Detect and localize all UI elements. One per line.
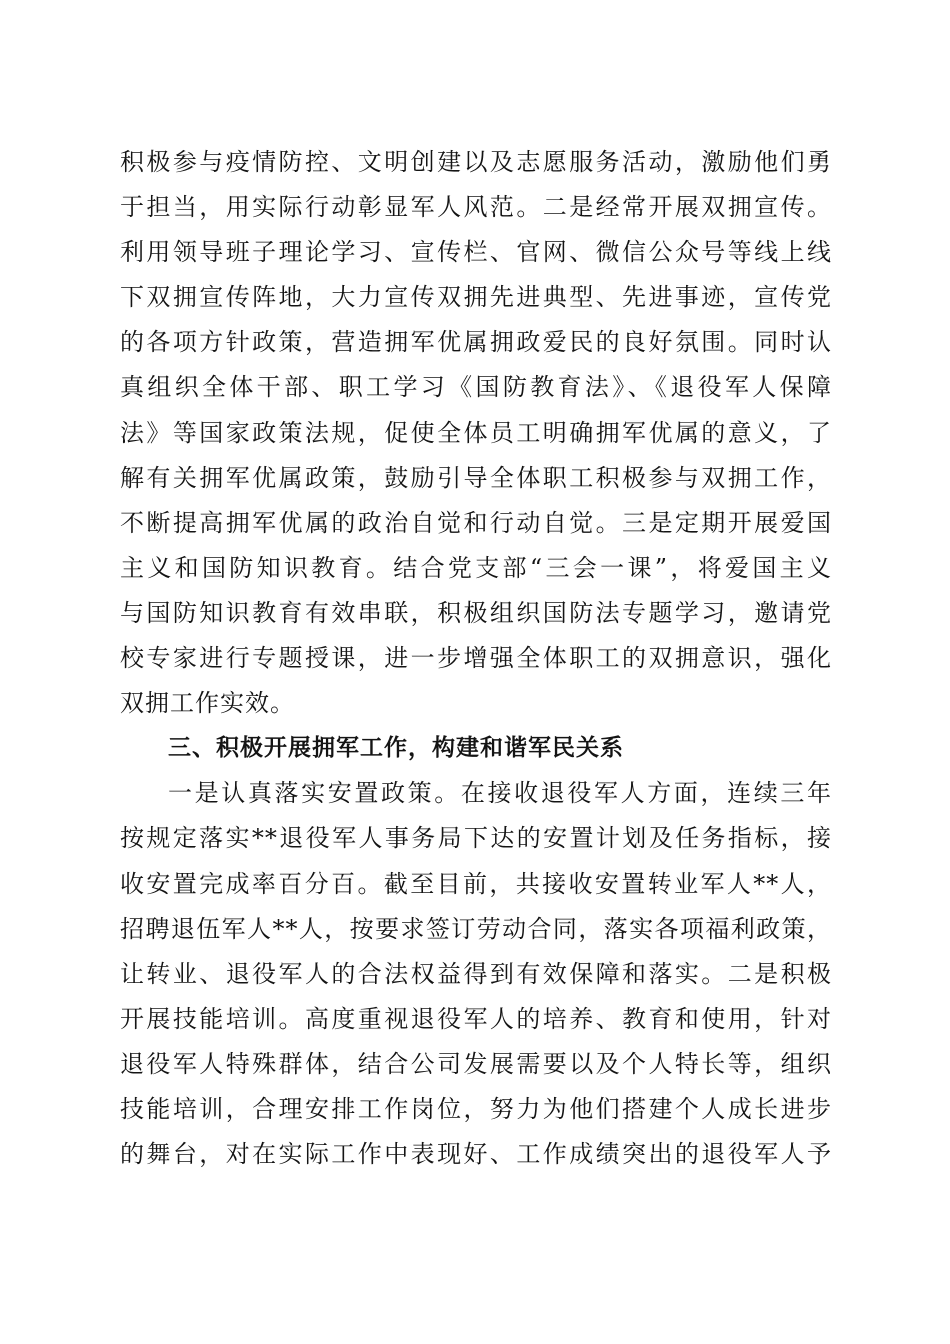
text-line: 一是认真落实安置政策。在接收退役军人方面，连续三年: [168, 779, 832, 808]
section-heading: 三、积极开展拥军工作，构建和谐军民关系: [168, 735, 624, 762]
text-line: 开展技能培训。高度重视退役军人的培养、教育和使用，针对: [120, 1004, 832, 1033]
text-line: 主义和国防知识教育。结合党支部“三会一课”，将爱国主义: [120, 553, 832, 582]
text-line: 真组织全体干部、职工学习《国防教育法》、《退役军人保障: [120, 373, 832, 402]
text-line: 解有关拥军优属政策，鼓励引导全体职工积极参与双拥工作，: [120, 463, 832, 492]
text-line: 收安置完成率百分百。截至目前，共接收安置转业军人**人，: [120, 869, 832, 898]
text-line: 让转业、退役军人的合法权益得到有效保障和落实。二是积极: [120, 959, 832, 988]
text-line: 的各项方针政策，营造拥军优属拥政爱民的良好氛围。同时认: [120, 328, 832, 357]
paragraph-2: [120, 771, 832, 1177]
text-line: 的舞台，对在实际工作中表现好、工作成绩突出的退役军人予: [120, 1140, 832, 1169]
text-line: 利用领导班子理论学习、宣传栏、官网、微信公众号等线上线: [120, 238, 832, 267]
text-line: 双拥工作实效。: [120, 689, 295, 718]
text-line: 与国防知识教育有效串联，积极组织国防法专题学习，邀请党: [120, 598, 832, 627]
text-line: 不断提高拥军优属的政治自觉和行动自觉。三是定期开展爱国: [120, 508, 832, 537]
text-line: 校专家进行专题授课，进一步增强全体职工的双拥意识，强化: [120, 644, 832, 673]
text-line: 退役军人特殊群体，结合公司发展需要以及个人特长等，组织: [120, 1049, 832, 1078]
text-line: 法》等国家政策法规，促使全体员工明确拥军优属的意义，了: [120, 418, 832, 447]
text-line: 技能培训，合理安排工作岗位，努力为他们搭建个人成长进步: [120, 1094, 832, 1123]
text-line: 于担当，用实际行动彰显军人风范。二是经常开展双拥宣传。: [120, 193, 832, 222]
text-line: 招聘退伍军人**人，按要求签订劳动合同，落实各项福利政策，: [120, 914, 832, 943]
text-line: 按规定落实**退役军人事务局下达的安置计划及任务指标，接: [120, 824, 832, 853]
text-line: 积极参与疫情防控、文明创建以及志愿服务活动，激励他们勇: [120, 148, 832, 176]
paragraph-1: [120, 140, 832, 726]
text-line: 下双拥宣传阵地，大力宣传双拥先进典型、先进事迹，宣传党: [120, 283, 832, 312]
document-body: [120, 140, 832, 1177]
